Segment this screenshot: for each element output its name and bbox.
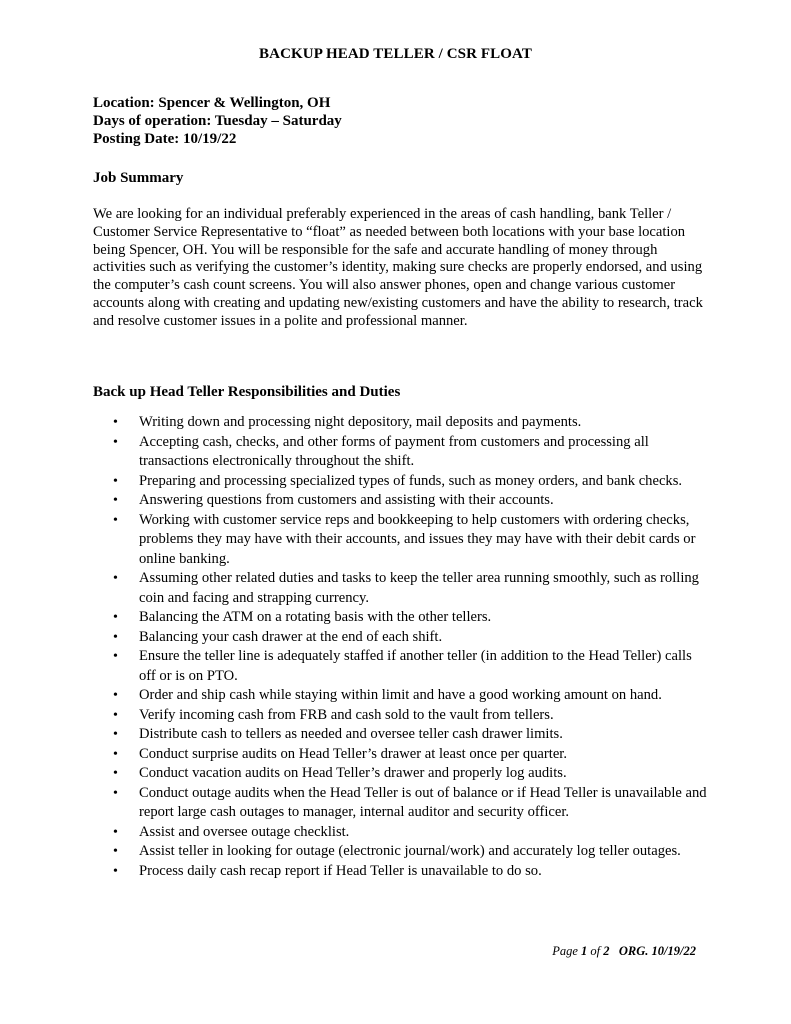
bullet-icon: •	[113, 434, 118, 450]
duty-text: Writing down and processing night depository, mail deposits and payments.	[139, 414, 582, 430]
duty-text: Distribute cash to tellers as needed and oversee teller cash drawer limits.	[139, 726, 563, 742]
duty-text: Assist and oversee outage checklist.	[139, 823, 350, 840]
duty-item	[93, 628, 708, 648]
duty-item	[93, 725, 708, 745]
bullet-icon: •	[113, 844, 118, 859]
duty-text: Process daily cash recap report if Head Teller is unavailable to do so.	[139, 862, 542, 879]
duty-item	[93, 784, 708, 823]
bullet-icon: •	[113, 707, 118, 723]
duty-text: Conduct outage audits when the Head Teller is out of balance or if Head Teller is unavailable and report large cash outages to manager, internal auditor and security officer.	[139, 784, 707, 820]
document-title: BACKUP HEAD TELLER / CSR FLOAT	[259, 46, 532, 62]
duties-list	[93, 413, 708, 881]
footer-of-word: of	[587, 944, 604, 958]
duty-text: Balancing your cash drawer at the end of each shift.	[139, 628, 443, 645]
posting-date-line: Posting Date: 10/19/22	[93, 131, 237, 147]
duty-text: Ensure the teller line is adequately staffed if another teller (in addition to the Head Teller) calls off or is on PTO.	[139, 648, 692, 684]
location-line: Location: Spencer & Wellington, OH	[93, 95, 331, 111]
duty-item	[93, 686, 708, 706]
bullet-icon: •	[113, 512, 118, 528]
footer-page-word: Page	[552, 944, 582, 958]
bullet-icon: •	[113, 629, 118, 645]
footer-page-total: 2	[603, 944, 610, 958]
duty-text: Order and ship cash while staying within limit and have a good working amount on hand.	[139, 687, 662, 703]
duty-text: Accepting cash, checks, and other forms of payment from customers and processing all transactions electronically throughout the shift.	[139, 433, 649, 469]
duty-text: Verify incoming cash from FRB and cash sold to the vault from tellers.	[139, 706, 554, 723]
duty-item	[93, 647, 708, 686]
duty-item	[93, 842, 708, 862]
bullet-icon: •	[113, 746, 118, 762]
footer-org: ORG. 10/19/22	[618, 944, 696, 958]
duty-item	[93, 491, 708, 511]
duty-item	[93, 823, 708, 843]
bullet-icon: •	[113, 649, 118, 664]
duty-text: Assuming other related duties and tasks to keep the teller area running smoothly, such as rolling coin and facing and strapping currency.	[139, 570, 699, 606]
duty-item	[93, 433, 708, 472]
job-info	[93, 94, 342, 148]
bullet-icon: •	[113, 493, 118, 508]
duty-item	[93, 472, 708, 492]
duty-text: Answering questions from customers and assisting with their accounts.	[139, 492, 554, 508]
bullet-icon: •	[113, 727, 118, 742]
duty-text: Conduct vacation audits on Head Teller’s drawer and properly log audits.	[139, 765, 567, 781]
bullet-icon: •	[113, 610, 118, 625]
days-line: Days of operation: Tuesday – Saturday	[93, 113, 342, 129]
duty-item	[93, 511, 708, 570]
duty-item	[93, 862, 708, 882]
footer-page-num: 1	[581, 944, 588, 958]
duty-text: Balancing the ATM on a rotating basis with the other tellers.	[139, 609, 492, 625]
duties-heading: Back up Head Teller Responsibilities and Duties	[93, 384, 401, 400]
bullet-icon: •	[113, 415, 118, 430]
duty-item	[93, 413, 708, 433]
duty-item	[93, 764, 708, 784]
duty-item	[93, 706, 708, 726]
duty-text: Assist teller in looking for outage (electronic journal/work) and accurately log teller outages.	[139, 843, 681, 859]
duty-item	[93, 608, 708, 628]
duty-text: Conduct surprise audits on Head Teller’s drawer at least once per quarter.	[139, 745, 567, 762]
duty-item	[93, 569, 708, 608]
bullet-icon: •	[113, 766, 118, 781]
summary-paragraph: We are looking for an individual preferably experienced in the areas of cash handling, bank Teller / Customer Service Representative to “float” as needed between both locations with your base location being Spencer, OH. You will be responsible for the safe and accurate handling of money through activities such as verifying the customer’s identity, making sure checks are properly endorsed, and using the computer’s cash count screens. You will also answer phones, open and change various customer accounts along with creating and updating new/existing customers and have the ability to research, track and resolve customer issues in a polite and professional manner.	[93, 206, 703, 329]
bullet-icon: •	[113, 863, 118, 879]
bullet-icon: •	[113, 473, 118, 489]
duty-text: Preparing and processing specialized types of funds, such as money orders, and bank checks.	[139, 472, 683, 489]
bullet-icon: •	[113, 785, 118, 801]
bullet-icon: •	[113, 571, 118, 586]
bullet-icon: •	[113, 688, 118, 703]
bullet-icon: •	[113, 824, 118, 840]
duty-item	[93, 745, 708, 765]
summary-heading: Job Summary	[93, 170, 184, 186]
duty-text: Working with customer service reps and bookkeeping to help customers with ordering checks, problems they may have with their accounts, and issues they may have with their debit cards or online banking.	[139, 511, 696, 567]
page-footer	[552, 944, 696, 959]
